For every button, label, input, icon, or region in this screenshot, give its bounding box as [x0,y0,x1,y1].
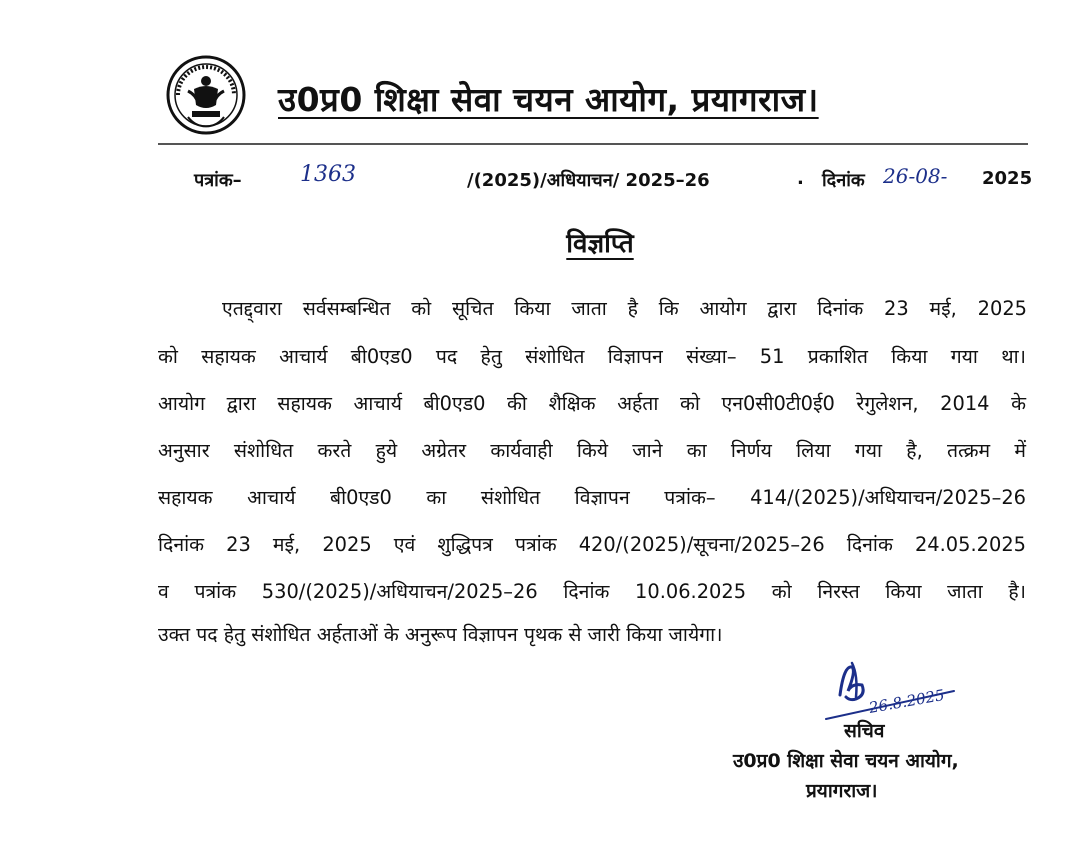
date-handwritten: 26-08- [883,164,948,188]
body-line: आयोग द्वारा सहायक आचार्य बी0एड0 की शैक्षिक अर्हता को एन0सी0टी0ई0 रेगुलेशन, 2014 के [158,392,1026,415]
reference-separator: . [797,168,804,189]
notice-heading: विज्ञप्ति [566,229,634,259]
body-line: अनुसार संशोधित करते हुये अग्रेतर कार्यवाही किये जाने का निर्णय लिया गया है, तत्क्रम में [158,439,1026,462]
header-divider [158,143,1028,145]
reference-number-handwritten: 1363 [300,162,356,187]
date-label: दिनांक [822,170,865,191]
signatory-city: प्रयागराज। [806,780,878,802]
body-line: दिनांक 23 मई, 2025 एवं शुद्धिपत्र पत्रांक 420/(2025)/सूचना/2025–26 दिनांक 24.05.2025 [158,533,1026,556]
handwritten-signature [822,655,962,725]
reference-series: /(2025)/अधियाचन/ 2025–26 [467,170,710,191]
organization-title: उ0प्र0 शिक्षा सेवा चयन आयोग, प्रयागराज। [278,80,819,119]
signatory-designation: सचिव [844,720,885,742]
body-line: सहायक आचार्य बी0एड0 का संशोधित विज्ञापन पत्रांक– 414/(2025)/अधियाचन/2025–26 [158,486,1026,509]
reference-label: पत्रांक– [194,170,242,191]
date-year: 2025 [982,168,1033,189]
body-line: एतद्द्वारा सर्वसम्बन्धित को सूचित किया जाता है कि आयोग द्वारा दिनांक 23 मई, 2025 [222,297,1027,320]
signature-date: 26.8.2025 [867,685,946,717]
body-line: को सहायक आचार्य बी0एड0 पद हेतु संशोधित विज्ञापन संख्या– 51 प्रकाशित किया गया था। [158,345,1026,368]
body-line: उक्त पद हेतु संशोधित अर्हताओं के अनुरूप विज्ञापन पृथक से जारी किया जायेगा। [158,623,723,646]
body-line: व पत्रांक 530/(2025)/अधियाचन/2025–26 दिनांक 10.06.2025 को निरस्त किया जाता है। [158,580,1026,603]
signatory-organization: उ0प्र0 शिक्षा सेवा चयन आयोग, [733,750,959,772]
reference-line [0,162,1080,198]
commission-emblem-icon [166,55,246,135]
